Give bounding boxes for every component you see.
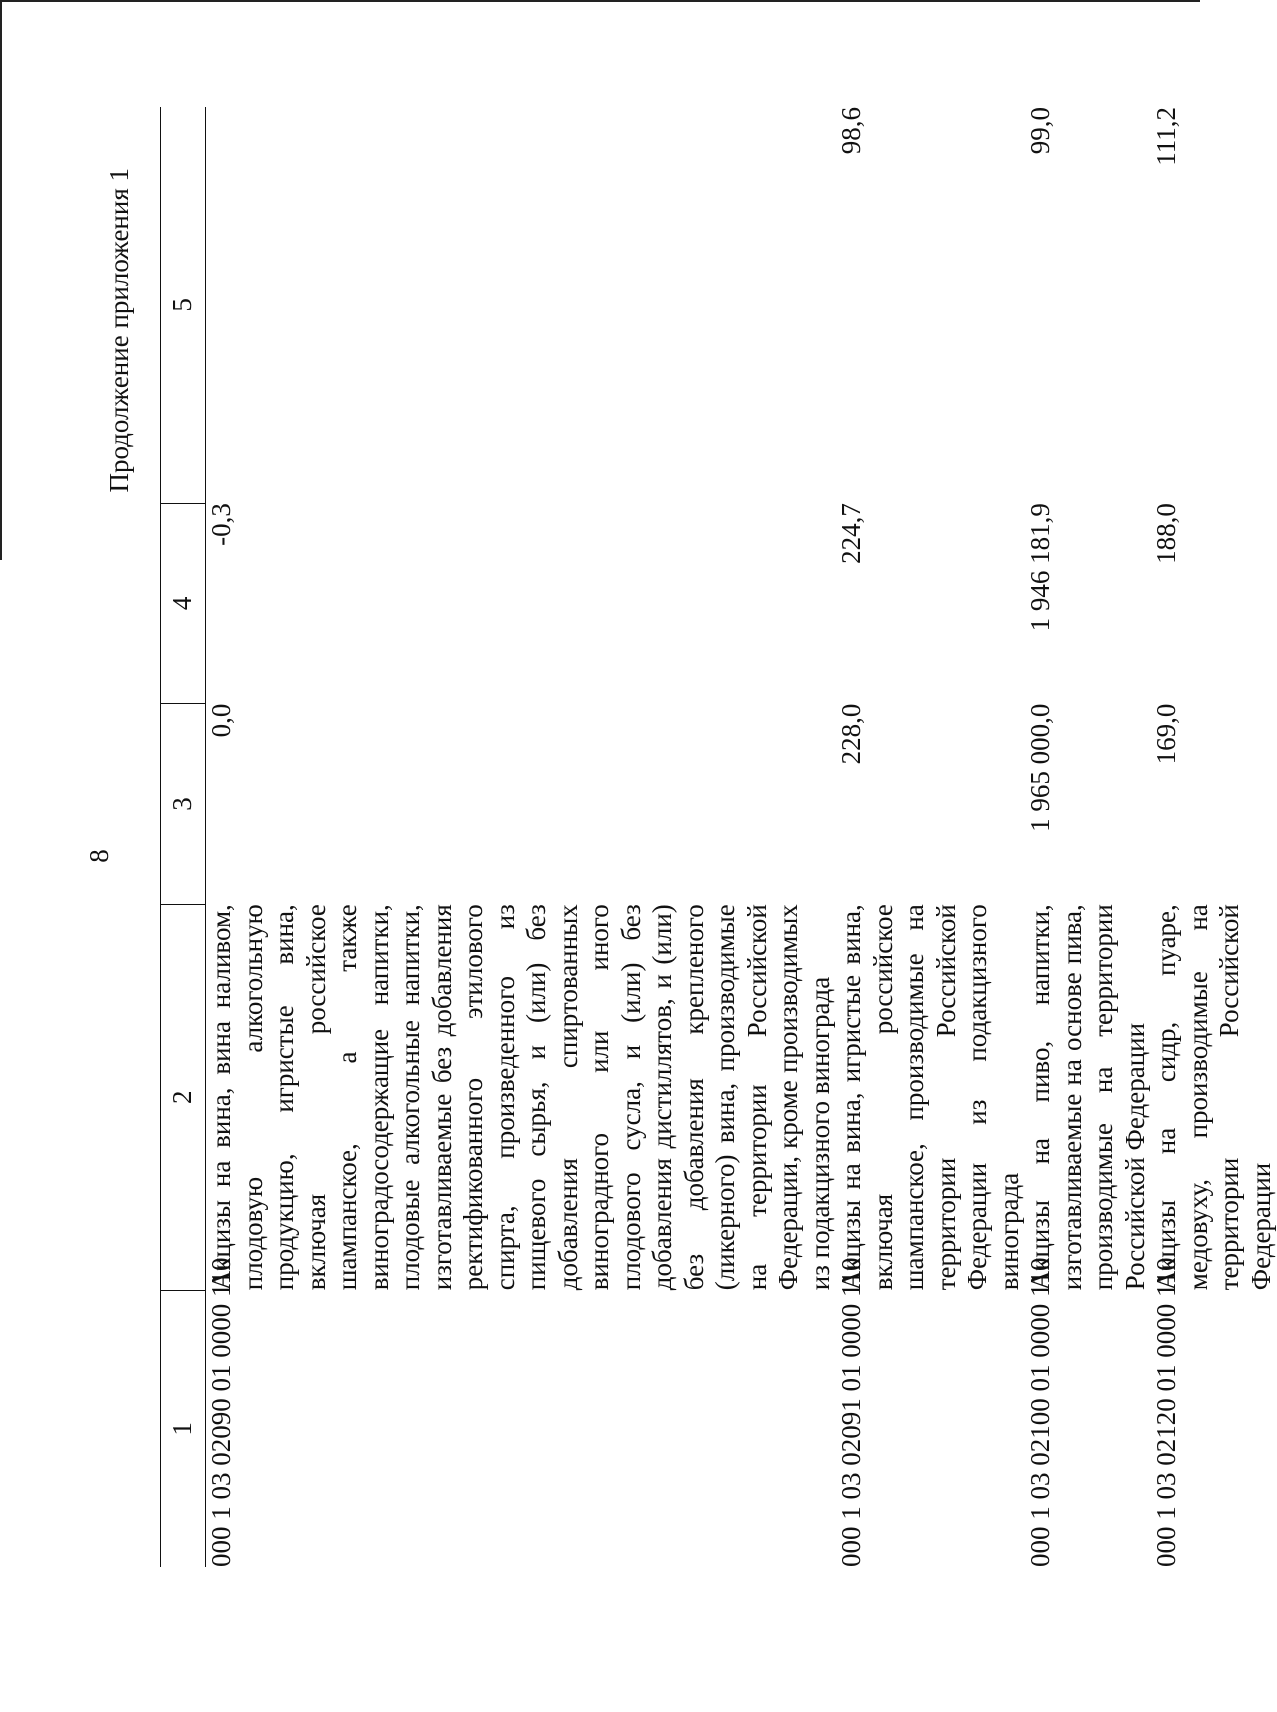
row-col3: 1 965 000,0 [1025, 703, 1055, 832]
header-col-2: 2 [161, 904, 206, 1290]
appendix-caption: Продолжение приложения 1 [104, 168, 134, 493]
row-description: Акцизы на вина, вина наливом, плодовую алкогольную продукцию, игристые вина, включая российское шампанское, а также виноградосодержащие напитки, плодовые алкогольные напитки, изготавливаемые без добавления ректификованного этилового спирта, произведенного из пищевого сырья, и (или) без добавления спиртованных виноградного или иного плодового сусла, и (или) без добавления дистиллятов, и (или) без добавления крепленого (ликерного) вина, производимые на территории Российской Федерации, кроме производимых из подакцизного винограда [206, 904, 835, 1291]
row-col4: -0,3 [206, 503, 236, 546]
table-row [206, 107, 837, 1567]
table-row [836, 107, 1025, 1567]
row-description: Акцизы на пиво, напитки, изготавливаемые на основе пива, производимые на территории Российской Федерации [1025, 904, 1150, 1291]
row-col5 [206, 107, 837, 503]
row-description: Акцизы на сидр, пуаре, медовуху, производимые на территории Российской Федерации [1151, 904, 1276, 1291]
page-number: 8 [84, 849, 114, 863]
table-row [1025, 107, 1151, 1567]
row-col3: 169,0 [1151, 703, 1181, 765]
table-row [1151, 107, 1277, 1567]
row-code: 000 1 03 02090 01 0000 110 [206, 1257, 236, 1567]
row-col5: 111,2 [1151, 107, 1181, 166]
row-code: 000 1 03 02120 01 0000 110 [1151, 1257, 1181, 1567]
row-col4: 224,7 [836, 503, 866, 564]
row-description: Акцизы на вина, игристые вина, включая российское шампанское, производимые на территории Российской Федерации из подакцизного винограда [836, 904, 1024, 1291]
row-col4: 1 946 181,9 [1025, 503, 1055, 632]
header-col-4: 4 [161, 503, 206, 704]
row-col5: 99,0 [1025, 107, 1055, 155]
row-col3: 228,0 [836, 703, 866, 765]
header-col-1: 1 [161, 1290, 206, 1567]
header-col-3: 3 [161, 704, 206, 905]
row-code: 000 1 03 02100 01 0000 110 [1025, 1257, 1055, 1567]
row-col5: 98,6 [836, 107, 866, 155]
row-col4: 188,0 [1151, 503, 1181, 564]
budget-table [160, 107, 1277, 1567]
row-code: 000 1 03 02091 01 0000 110 [836, 1257, 866, 1567]
header-col-5: 5 [161, 107, 206, 503]
header-row [161, 107, 206, 1567]
row-col3: 0,0 [206, 703, 236, 738]
